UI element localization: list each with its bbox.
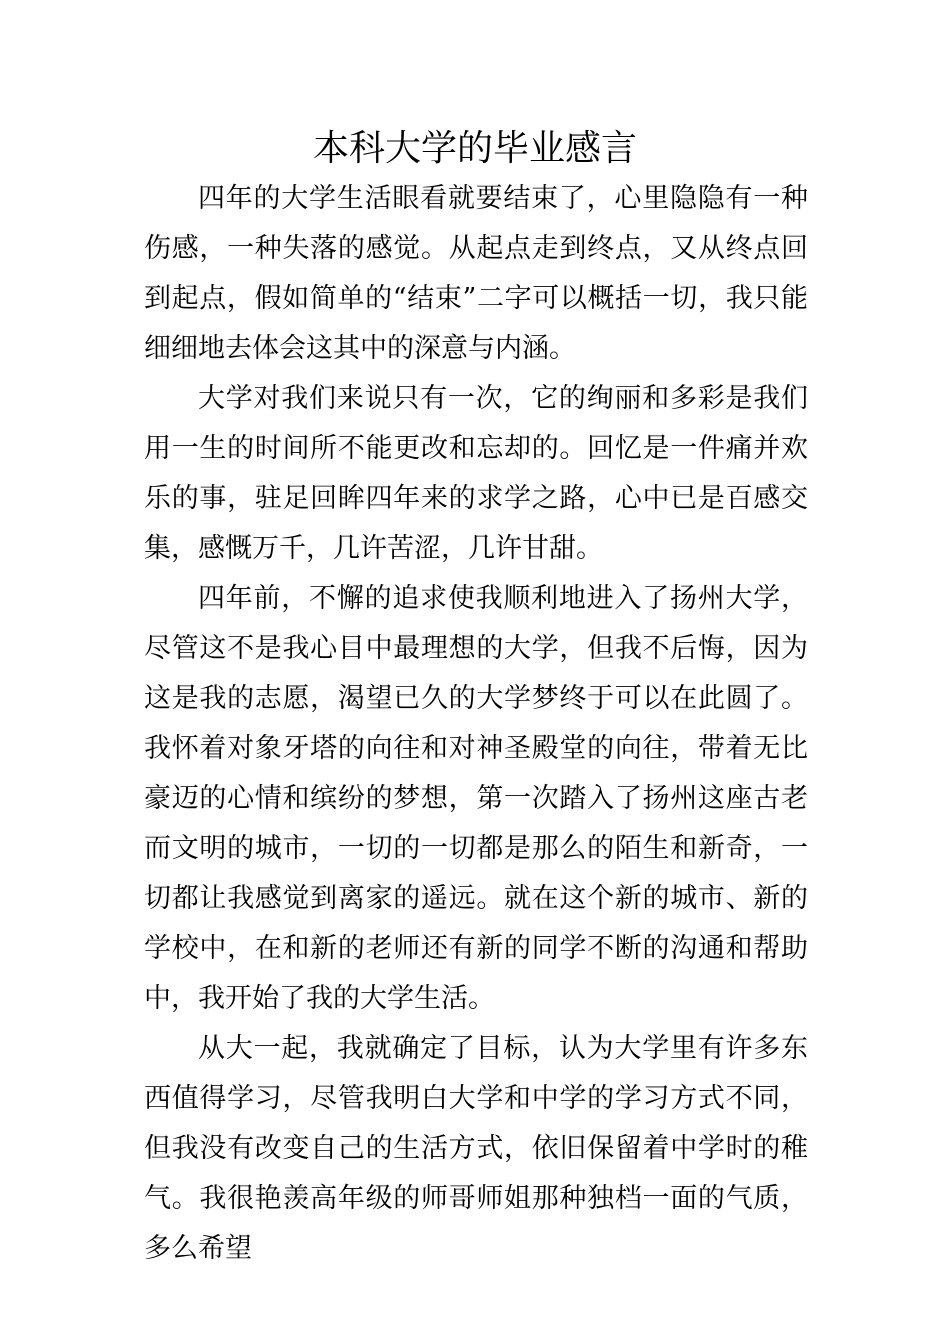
paragraph-1: 四年的大学生活眼看就要结束了，心里隐隐有一种伤感，一种失落的感觉。从起点走到终点，又从终点回到起点，假如简单的“结束”二字可以概括一切，我只能细细地去体会这其中的深意与内涵。 [144, 183, 808, 364]
paragraph-3: 四年前，不懈的追求使我顺利地进入了扬州大学，尽管这不是我心目中最理想的大学，但我不后悔，因为这是我的志愿，渴望已久的大学梦终于可以在此圆了。我怀着对象牙塔的向往和对神圣殿堂的向往，带着无比豪迈的心情和缤纷的梦想，第一次踏入了扬州这座古老而文明的城市，一切的一切都是那么的陌生和新奇，一切都让我感觉到离家的遥远。就在这个新的城市、新的学校中，在和新的老师还有新的同学不断的沟通和帮助中，我开始了我的大学生活。 [144, 583, 808, 1014]
page-title: 本科大学的毕业感言 [312, 128, 637, 169]
paragraph-4: 从大一起，我就确定了目标，认为大学里有许多东西值得学习，尽管我明白大学和中学的学习方式不同，但我没有改变自己的生活方式，依旧保留着中学时的稚气。我很艳羡高年级的师哥师姐那种独档一面的气质，多么希望 [144, 1033, 808, 1264]
paragraph-2: 大学对我们来说只有一次，它的绚丽和多彩是我们用一生的时间所不能更改和忘却的。回忆是一件痛并欢乐的事，驻足回眸四年来的求学之路，心中已是百感交集，感慨万千，几许苦涩，几许甘甜。 [144, 383, 808, 564]
document-body [144, 174, 808, 1274]
